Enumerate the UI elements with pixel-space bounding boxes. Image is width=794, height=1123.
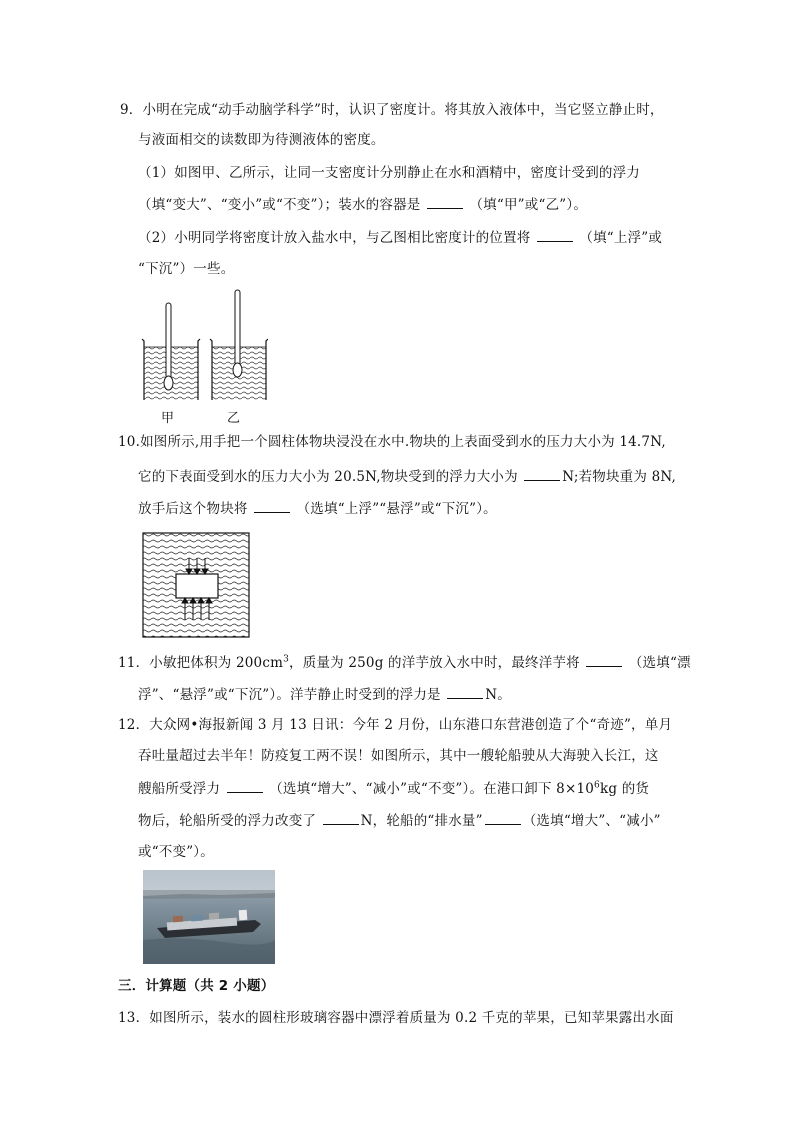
q9-blank-3 xyxy=(537,227,573,242)
q10-submerged-block-figure xyxy=(142,532,250,638)
q9-line-2: 与液面相交的读数即为待测液体的密度。 xyxy=(138,132,385,148)
q12-line-1: 12．大众网•海报新闻 3 月 13 日讯：今年 2 月份，山东港口东营港创造了个“奇迹”，单月 xyxy=(118,717,673,733)
q12-line-4 xyxy=(138,810,661,831)
q9-figure-label-jia: 甲 xyxy=(161,411,175,426)
q9-line-5 xyxy=(138,227,662,248)
q9-line-1: 9．小明在完成“动手动脑学科学”时，认识了密度计。将其放入液体中，当它竖立静止时， xyxy=(120,102,664,118)
q10-line-3-text-b: （选填“上浮”“悬浮”或“下沉”）。 xyxy=(296,501,497,517)
q9-line-3: （1）如图甲、乙所示，让同一支密度计分别静止在水和酒精中，密度计受到的浮力 xyxy=(138,165,640,181)
q11-line-1-text-c: （选填“漂 xyxy=(628,655,691,671)
q11-superscript: 3 xyxy=(283,654,290,665)
q9-line-4-text-b: （填“甲”或“乙”）。 xyxy=(469,197,588,213)
q9-figure-label-yi: 乙 xyxy=(227,411,241,426)
q10-line-3 xyxy=(138,498,497,519)
q11-line-1 xyxy=(118,652,691,673)
cylinder-block xyxy=(176,574,218,598)
q11-line-2 xyxy=(138,684,511,705)
q12-blank-1 xyxy=(227,778,263,793)
q12-line-4-text-c: （选填“增大”、“减小” xyxy=(522,813,661,829)
q10-line-1: 10.如图所示,用手把一个圆柱体物块浸没在水中.物块的上表面受到水的压力大小为 14.7N, xyxy=(118,434,666,450)
q12-cargo-ship-photo xyxy=(143,870,275,964)
q9-beakers-figure xyxy=(138,285,268,400)
downward-force-arrows xyxy=(186,558,208,574)
q12-line-5: 或“不变”）。 xyxy=(138,844,214,860)
q12-line-4-text-b: N，轮船的“排水量” xyxy=(360,813,483,829)
q12-line-3-text-c: kg 的货 xyxy=(599,781,650,797)
beaker-jia xyxy=(142,303,200,400)
q10-blank-2 xyxy=(254,498,290,513)
q12-line-3-text-a: 艘船所受浮力 xyxy=(138,781,221,797)
q12-line-3-text-b: （选填“增大”、“减小”或“不变”）。在港口卸下 8×10 xyxy=(269,781,595,797)
q12-superscript: 6 xyxy=(594,780,600,791)
q12-line-2: 吞吐量超过去半年！防疫复工两不误！如图所示，其中一艘轮船驶从大海驶入长江，这 xyxy=(138,748,659,764)
q11-blank-1 xyxy=(586,652,622,667)
q10-line-2-text-b: N;若物块重为 8N, xyxy=(562,469,676,485)
q11-line-2-text-a: 浮”、“悬浮”或“下沉”）。洋芋静止时受到的浮力是 xyxy=(138,687,441,703)
q9-line-4-text-a: （填“变大”、“变小”或“不变”）；装水的容器是 xyxy=(138,197,421,213)
section-3-title: 三．计算题（共 2 小题） xyxy=(118,978,275,994)
q10-line-2-text-a: 它的下表面受到水的压力大小为 20.5N,物块受到的浮力大小为 xyxy=(138,469,518,485)
q11-line-1-text-a: 11．小敏把体积为 200cm xyxy=(118,655,284,671)
q10-line-3-text-a: 放手后这个物块将 xyxy=(138,501,248,517)
q12-line-3 xyxy=(138,778,649,799)
q10-line-2 xyxy=(138,466,676,487)
q11-line-2-text-b: N。 xyxy=(485,687,511,703)
q9-line-5-text-a: （2）小明同学将密度计放入盐水中，与乙图相比密度计的位置将 xyxy=(138,230,531,246)
q9-line-6: “下沉”）一些。 xyxy=(138,261,235,277)
q10-blank-1 xyxy=(524,466,560,481)
q9-line-5-text-b: （填“上浮”或 xyxy=(579,230,663,246)
q13-line-1: 13．如图所示，装水的圆柱形玻璃容器中漂浮着质量为 0.2 千克的苹果，已知苹果露出水面 xyxy=(118,1010,674,1026)
q11-line-1-text-b: ，质量为 250g 的洋芋放入水中时，最终洋芋将 xyxy=(289,655,580,671)
beaker-yi xyxy=(210,290,268,400)
q12-line-4-text-a: 物后，轮船所受的浮力改变了 xyxy=(138,813,317,829)
q11-blank-2 xyxy=(447,684,483,699)
q12-blank-3 xyxy=(485,810,521,825)
q9-line-4 xyxy=(138,194,587,215)
q12-blank-2 xyxy=(323,810,359,825)
q9-blank-2 xyxy=(427,194,463,209)
